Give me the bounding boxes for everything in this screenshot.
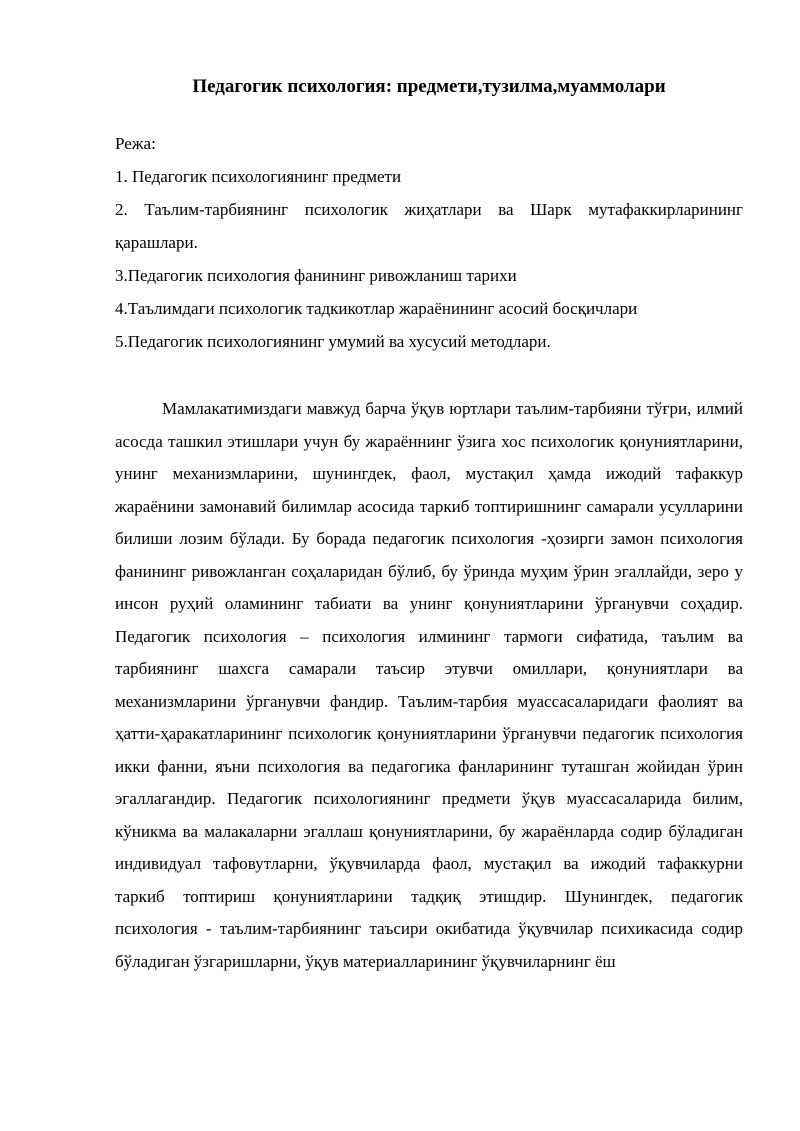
document-page (115, 75, 743, 978)
plan-item-4: 4.Таълимдаги психологик тадкикотлар жараёнининг асосий босқичлари (115, 299, 638, 318)
plan-item-3: 3.Педагогик психология фанининг ривожланиш тарихи (115, 266, 517, 285)
document-title: Педагогик психология: предмети,тузилма,муаммолари (192, 76, 666, 97)
plan-item-5: 5.Педагогик психологиянинг умумий ва хусусий методлари. (115, 332, 551, 351)
section-gap (115, 358, 743, 393)
body-paragraph: Мамлакатимиздаги мавжуд барча ўқув юртлари таълим-тарбияни тўғри, илмий асосда ташкил этишлари учун бу жараённинг ўзига хос психологик қонуниятларини, унинг механизмларини, шунингдек, фаол, мустақил ҳамда ижодий тафаккур жараёнини замонавий билимлар асосида таркиб топтиришнинг самарали усулларини билиши лозим бўлади. Бу борада педагогик психология -ҳозирги замон психология фанининг ривожланган соҳаларидан бўлиб, бу ўринда муҳим ўрин эгаллайди, зеро у инсон руҳий оламининг табиати ва унинг қонуниятларини ўрганувчи соҳадир. Педагогик психология – психология илмининг тармоги сифатида, таълим ва тарбиянинг шахсга самарали таъсир этувчи омиллари, қонуниятлари ва механизмларини ўрганувчи фандир. Таълим-тарбия муассасаларидаги фаолият ва ҳатти-ҳаракатларининг психологик қонуниятларини ўрганувчи педагогик психология икки фанни, яъни психология ва педагогика фанларининг туташган жойидан ўрин эгаллагандир. Педагогик психологиянинг предмети ўқув муассасаларида билим, кўникма ва малакаларни эгаллаш қонуниятларини, бу жараёнларда содир бўладиган индивидуал тафовутларни, ўқувчиларда фаол, мустақил ва ижодий тафаккурни таркиб топтириш қонуниятларини тадқиқ этишдир. Шунингдек, педагогик психология - таълим-тарбиянинг таъсири окибатида ўқувчилар психикасида содир бўладиган ўзгаришларни, ўқув материалларининг ўқувчиларнинг ёш (115, 399, 743, 971)
plan-item-2: 2. Таълим-тарбиянинг психологик жиҳатлари ва Шарк мутафаккирларининг қарашлари. (115, 200, 743, 252)
plan-item-1: 1. Педагогик психологиянинг предмети (115, 167, 402, 186)
plan-heading: Режа: (115, 134, 156, 153)
